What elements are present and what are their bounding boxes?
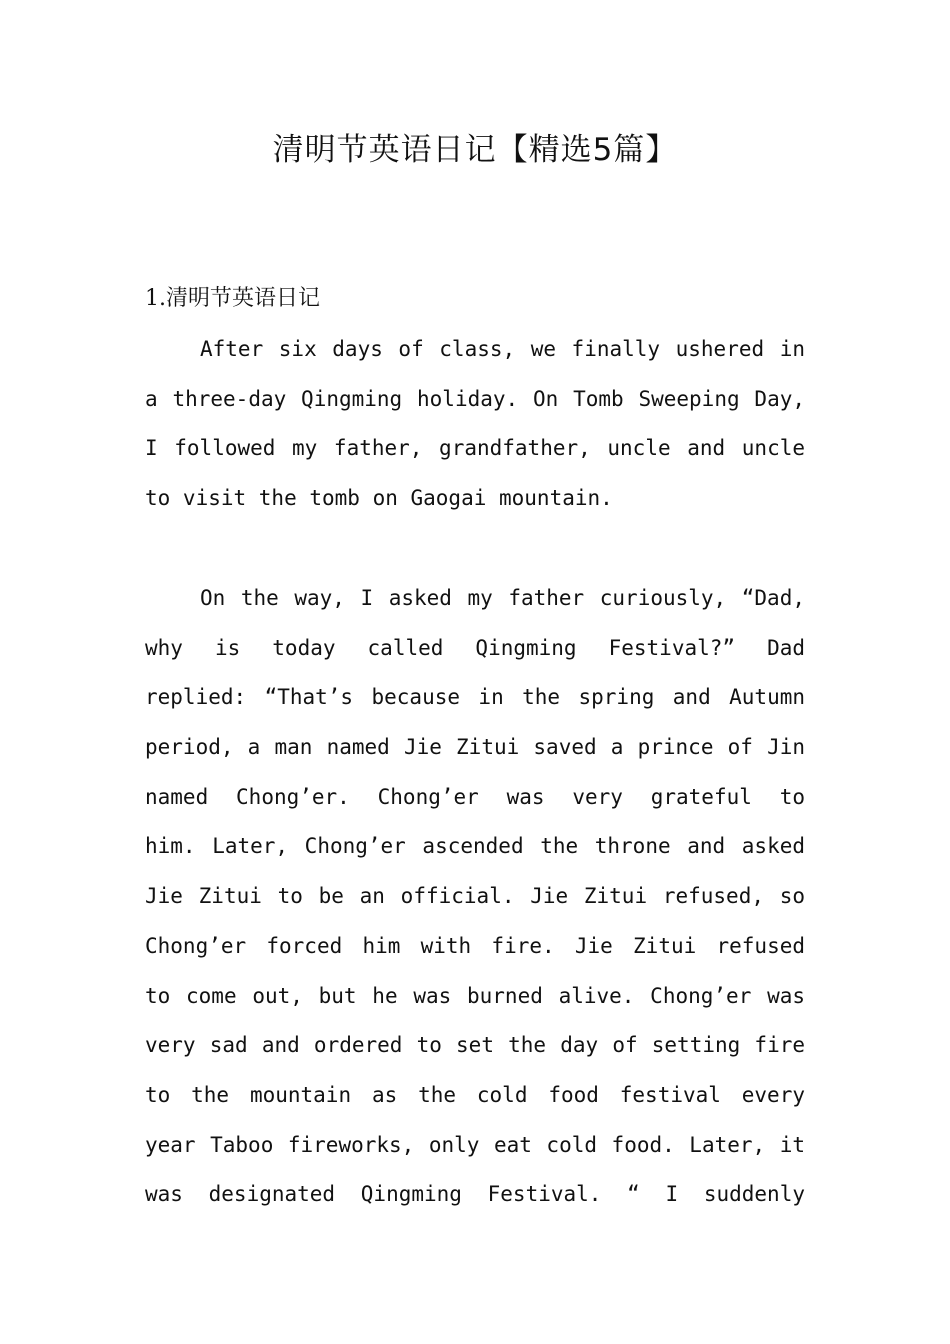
paragraph-line: After six days of class, we finally ushered in [200, 337, 805, 361]
document-title: 清明节英语日记【精选5篇】 [272, 132, 678, 168]
paragraph-line: why is today called Qingming Festival?” Dad [145, 635, 805, 660]
paragraph-line: to come out, but he was burned alive. Chong’er was [145, 983, 805, 1008]
paragraph-1 [145, 325, 805, 524]
paragraph-line: named Chong’er. Chong’er was very grateful to [145, 784, 805, 809]
paragraph-line: I followed my father, grandfather, uncle and uncle [145, 436, 805, 461]
paragraph-line: Chong’er forced him with fire. Jie Zitui refused [145, 933, 805, 958]
paragraph-line: him. Later, Chong’er ascended the throne and asked [145, 834, 805, 859]
paragraph-line: Jie Zitui to be an official. Jie Zitui refused, so [145, 884, 805, 909]
paragraph-line: to visit the tomb on Gaogai mountain. [145, 486, 613, 511]
paragraph-line: On the way, I asked my father curiously, “Dad, [200, 586, 805, 610]
paragraph-line: period, a man named Jie Zitui saved a prince of Jin [145, 735, 805, 760]
paragraph-2 [145, 574, 805, 1220]
paragraph-line: replied: “That’s because in the spring and Autumn [145, 685, 805, 710]
paragraph-line: a three-day Qingming holiday. On Tomb Sweeping Day, [145, 386, 805, 411]
paragraph-line: to the mountain as the cold food festival every [145, 1082, 805, 1107]
paragraph-line: was designated Qingming Festival. “ I suddenly [145, 1182, 805, 1207]
paragraph-line: very sad and ordered to set the day of setting fire [145, 1033, 805, 1058]
section-heading: 1.清明节英语日记 [145, 286, 320, 311]
paragraph-line: year Taboo fireworks, only eat cold food. Later, it [145, 1132, 805, 1157]
